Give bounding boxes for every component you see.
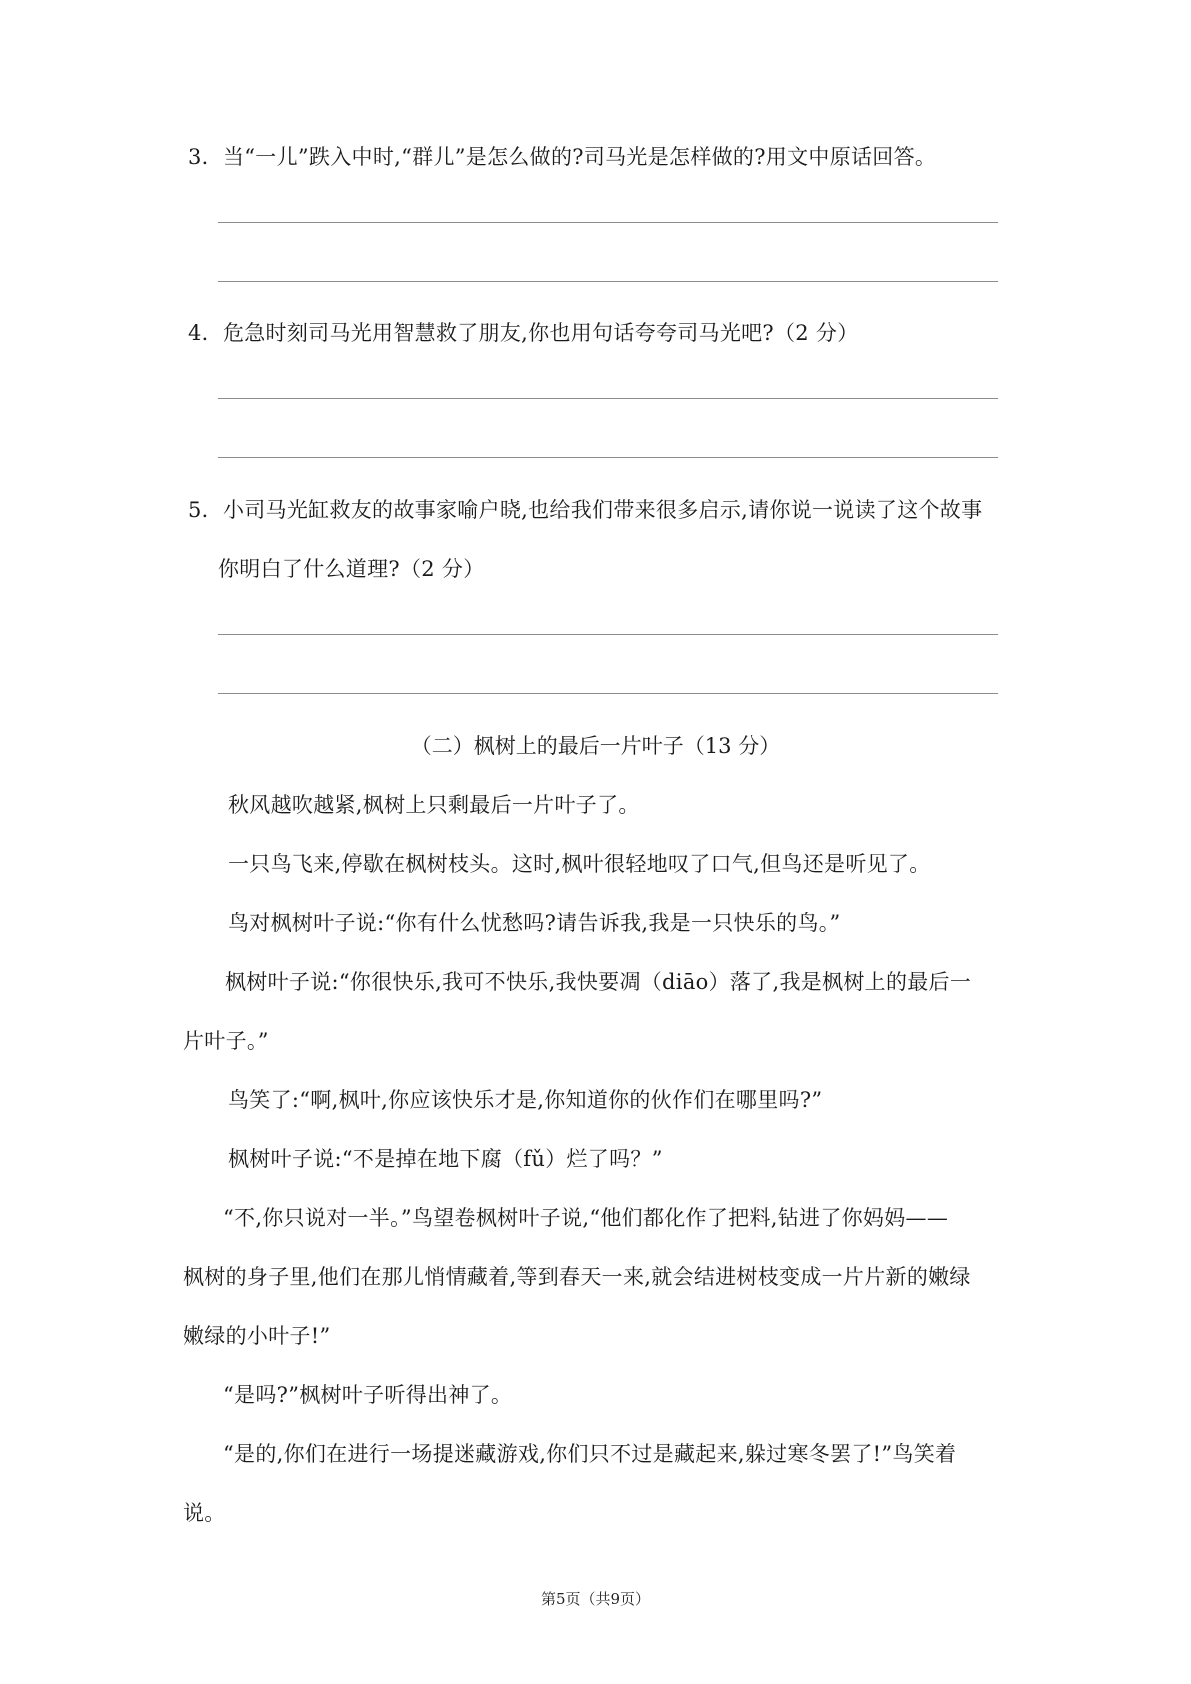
question-4: 4．危急时刻司马光用智慧救了朋友,你也用句话夸夸司马光吧?（2 分） — [188, 321, 859, 345]
passage-paragraph: 枫树叶子说:“不是掉在地下腐（fǔ）烂了吗？” — [228, 1147, 663, 1171]
answer-line[interactable] — [218, 281, 998, 282]
passage-paragraph-continued: 片叶子。” — [183, 1029, 269, 1053]
page-number: 第5页（共9页） — [540, 1590, 651, 1608]
answer-line[interactable] — [218, 634, 998, 635]
question-5-line-1: 5．小司马光缸救友的故事家喻户晓,也给我们带来很多启示,请你说一说读了这个故事 — [188, 498, 983, 522]
question-5-line-2: 你明白了什么道理?（2 分） — [218, 557, 485, 581]
passage-title: （二）枫树上的最后一片叶子（13 分） — [410, 734, 781, 758]
passage-paragraph: “是吗?”枫树叶子听得出神了。 — [223, 1383, 513, 1407]
answer-line[interactable] — [218, 398, 998, 399]
passage-paragraph: 枫树叶子说:“你很快乐,我可不快乐,我快要凋（diāo）落了,我是枫树上的最后一 — [225, 970, 972, 994]
passage-paragraph: “是的,你们在进行一场提迷藏游戏,你们只不过是藏起来,躲过寒冬罢了!”鸟笑着 — [223, 1442, 957, 1466]
passage-paragraph: 秋风越吹越紧,枫树上只剩最后一片叶子了。 — [228, 793, 640, 817]
passage-paragraph-continued: 嫩绿的小叶子!” — [183, 1324, 331, 1348]
passage-paragraph: “不,你只说对一半。”鸟望卷枫树叶子说,“他们都化作了把料,钻进了你妈妈—— — [223, 1206, 949, 1230]
passage-paragraph: 鸟笑了:“啊,枫叶,你应该快乐才是,你知道你的伙作们在哪里吗?” — [228, 1088, 823, 1112]
answer-line[interactable] — [218, 222, 998, 223]
passage-paragraph-continued: 枫树的身子里,他们在那儿悄情藏着,等到春天一来,就会结进树枝变成一片片新的嫩绿 — [183, 1265, 971, 1289]
answer-line[interactable] — [218, 457, 998, 458]
passage-paragraph: 鸟对枫树叶子说:“你有什么忧愁吗?请告诉我,我是一只快乐的鸟。” — [228, 911, 841, 935]
question-3: 3．当“一儿”跌入中时,“群儿”是怎么做的?司马光是怎样做的?用文中原话回答。 — [188, 145, 937, 169]
passage-paragraph-continued: 说。 — [183, 1501, 226, 1525]
passage-paragraph: 一只鸟飞来,停歇在枫树枝头。这时,枫叶很轻地叹了口气,但鸟还是听见了。 — [228, 852, 931, 876]
answer-line[interactable] — [218, 693, 998, 694]
